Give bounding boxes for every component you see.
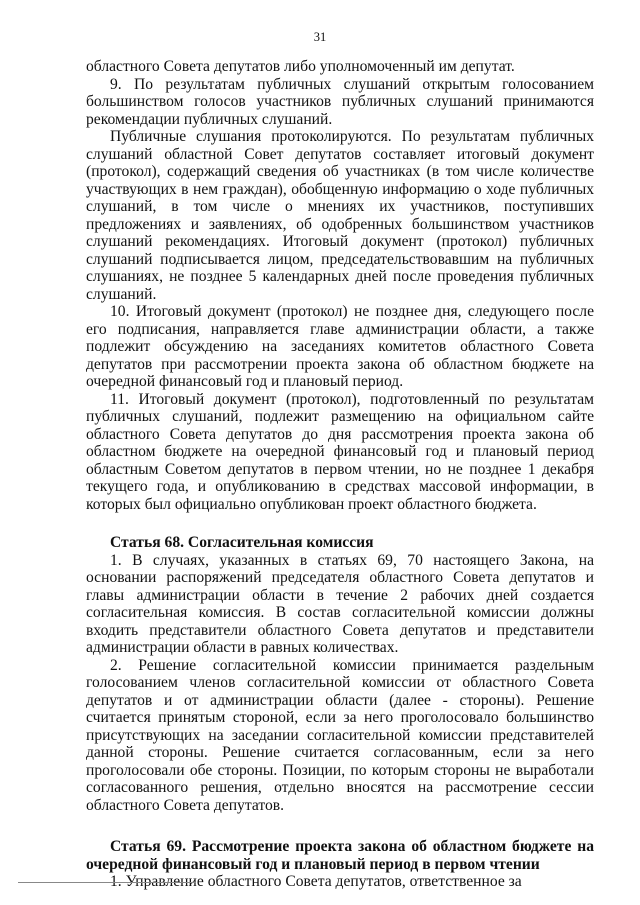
paragraph-continuation: областного Совета депутатов либо уполномоченный им депутат.	[86, 58, 515, 75]
paragraph-item-11: 11. Итоговый документ (протокол), подготовленный по результатам публичных слушаний, подлежит размещению на официальном сайте областного Совета депутатов до дня рассмотрения проекта закона об областном бюджете на очередной финансовый год и плановый период областным Советом депутатов в первом чтении, но не позднее 1 декабря текущего года, и опубликованию в средствах массовой информации, в которых был официально опубликован проект областного бюджета.	[86, 390, 594, 513]
paragraph-protocol: Публичные слушания протоколируются. По результатам публичных слушаний областной Совет депутатов составляет итоговый документ (протокол), содержащий сведения об участниках (в том числе количестве участвующих в нем граждан), обобщенную информацию о ходе публичных слушаний, в том числе о мнениях их участников, поступивших предложениях и заявлениях, об одобренных большинством участников слушаний рекомендациях. Итоговый документ (протокол) публичных слушаний подписывается лицом, председательствовавшим на публичных слушаниях, не позднее 5 календарных дней после проведения публичных слушаний.	[86, 128, 594, 303]
footnote-separator	[18, 882, 196, 883]
article-68-heading: Статья 68. Согласительная комиссия	[110, 534, 374, 551]
article-68-item-2: 2. Решение согласительной комиссии принимается раздельным голосованием членов согласительной комиссии от областного Совета депутатов и от администрации области (далее - стороны). Решение считается принятым стороной, если за него проголосовало большинство присутствующих на заседании согласительной комиссии представителей данной стороны. Решение считается согласованным, если за него проголосовали обе стороны. Позиции, по которым стороны не выработали согласованного решения, отдельно вносятся на рассмотрение сессии областного Совета депутатов.	[86, 656, 594, 814]
article-69-item-1: 1. Управление областного Совета депутатов, ответственное за	[110, 873, 522, 890]
page-number: 31	[313, 30, 327, 44]
article-68-item-1: 1. В случаях, указанных в статьях 69, 70 настоящего Закона, на основании распоряжений председателя областного Совета депутатов и главы администрации области в течение 2 рабочих дней создается согласительная комиссия. В состав согласительной комиссии должны входить представители областного Совета депутатов и представители администрации области в равных количествах.	[86, 551, 594, 656]
paragraph-item-10: 10. Итоговый документ (протокол) не позднее дня, следующего после его подписания, направляется главе администрации области, а также подлежит обсуждению на заседаниях комитетов областного Совета депутатов при рассмотрении проекта закона об областном бюджете на очередной финансовый год и плановый период.	[86, 303, 594, 390]
paragraph-item-9: 9. По результатам публичных слушаний открытым голосованием большинством голосов участников публичных слушаний принимаются рекомендации публичных слушаний.	[86, 75, 594, 128]
page-body	[86, 58, 594, 891]
article-69-heading: Статья 69. Рассмотрение проекта закона об областном бюджете на очередной финансовый год и плановый период в первом чтении	[86, 838, 594, 873]
